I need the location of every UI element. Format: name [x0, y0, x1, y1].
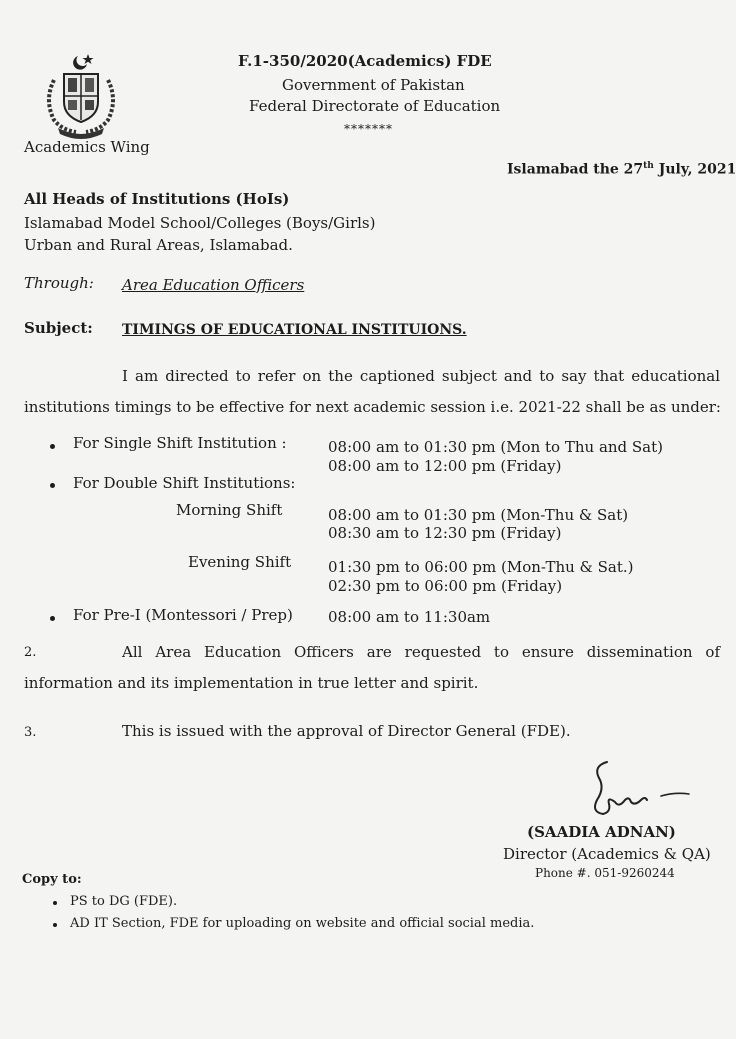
- bullet-icon: [50, 444, 55, 449]
- evening-shift-label: Evening Shift: [188, 553, 292, 571]
- para1-line-2: institutions timings to be effective for next academic session i.e. 2021-22 shall be as under:: [24, 398, 721, 416]
- morning-shift-time-1: 08:00 am to 01:30 pm (Mon-Thu & Sat): [328, 506, 629, 524]
- bullet-icon: [53, 901, 57, 905]
- single-shift-time-1: 08:00 am to 01:30 pm (Mon to Thu and Sat): [328, 438, 664, 456]
- file-number: F.1-350/2020(Academics) FDE: [238, 52, 492, 70]
- through-label: Through:: [24, 274, 94, 292]
- government-emblem-icon: [40, 50, 122, 140]
- signatory-title: Director (Academics & QA): [503, 845, 711, 863]
- addressee-heading: All Heads of Institutions (HoIs): [24, 190, 290, 208]
- copy-to-item: AD IT Section, FDE for uploading on website and official social media.: [70, 916, 535, 931]
- subject-value: TIMINGS OF EDUCATIONAL INSTITUIONS.: [122, 322, 467, 338]
- signatory-phone: Phone #. 051-9260244: [535, 866, 675, 880]
- wing-name: Academics Wing: [24, 138, 150, 156]
- single-shift-label: For Single Shift Institution :: [73, 434, 287, 452]
- signatory-name: (SAADIA ADNAN): [527, 823, 676, 841]
- letter-date: Islamabad the 27th July, 2021: [507, 161, 736, 178]
- prep-time: 08:00 am to 11:30am: [328, 608, 491, 626]
- para2-line-1: All Area Education Officers are requested to ensure dissemination of: [122, 643, 720, 661]
- addressee-line-1: Islamabad Model School/Colleges (Boys/Girls): [24, 214, 376, 232]
- prep-label: For Pre-I (Montessori / Prep): [73, 606, 293, 624]
- header-stars: *******: [344, 122, 393, 136]
- para3-text: This is issued with the approval of Director General (FDE).: [122, 722, 571, 740]
- evening-shift-time-1: 01:30 pm to 06:00 pm (Mon-Thu & Sat.): [328, 558, 634, 576]
- directorate-name: Federal Directorate of Education: [249, 97, 501, 115]
- signature-icon: [585, 756, 695, 826]
- through-value: Area Education Officers: [122, 276, 305, 294]
- para2-number: 2.: [24, 645, 37, 660]
- copy-to-item: PS to DG (FDE).: [70, 894, 178, 909]
- addressee-line-2: Urban and Rural Areas, Islamabad.: [24, 236, 293, 254]
- subject-label: Subject:: [24, 319, 93, 337]
- para3-number: 3.: [24, 725, 37, 740]
- bullet-icon: [50, 616, 55, 621]
- para1-line-1: I am directed to refer on the captioned subject and to say that educational: [122, 367, 720, 385]
- bullet-icon: [53, 923, 57, 927]
- single-shift-time-2: 08:00 am to 12:00 pm (Friday): [328, 457, 562, 475]
- government-name: Government of Pakistan: [282, 76, 465, 94]
- copy-to-heading: Copy to:: [22, 872, 82, 887]
- morning-shift-time-2: 08:30 am to 12:30 pm (Friday): [328, 524, 562, 542]
- evening-shift-time-2: 02:30 pm to 06:00 pm (Friday): [328, 577, 563, 595]
- para2-line-2: information and its implementation in true letter and spirit.: [24, 674, 479, 692]
- double-shift-label: For Double Shift Institutions:: [73, 474, 296, 492]
- morning-shift-label: Morning Shift: [176, 501, 283, 519]
- bullet-icon: [50, 483, 55, 488]
